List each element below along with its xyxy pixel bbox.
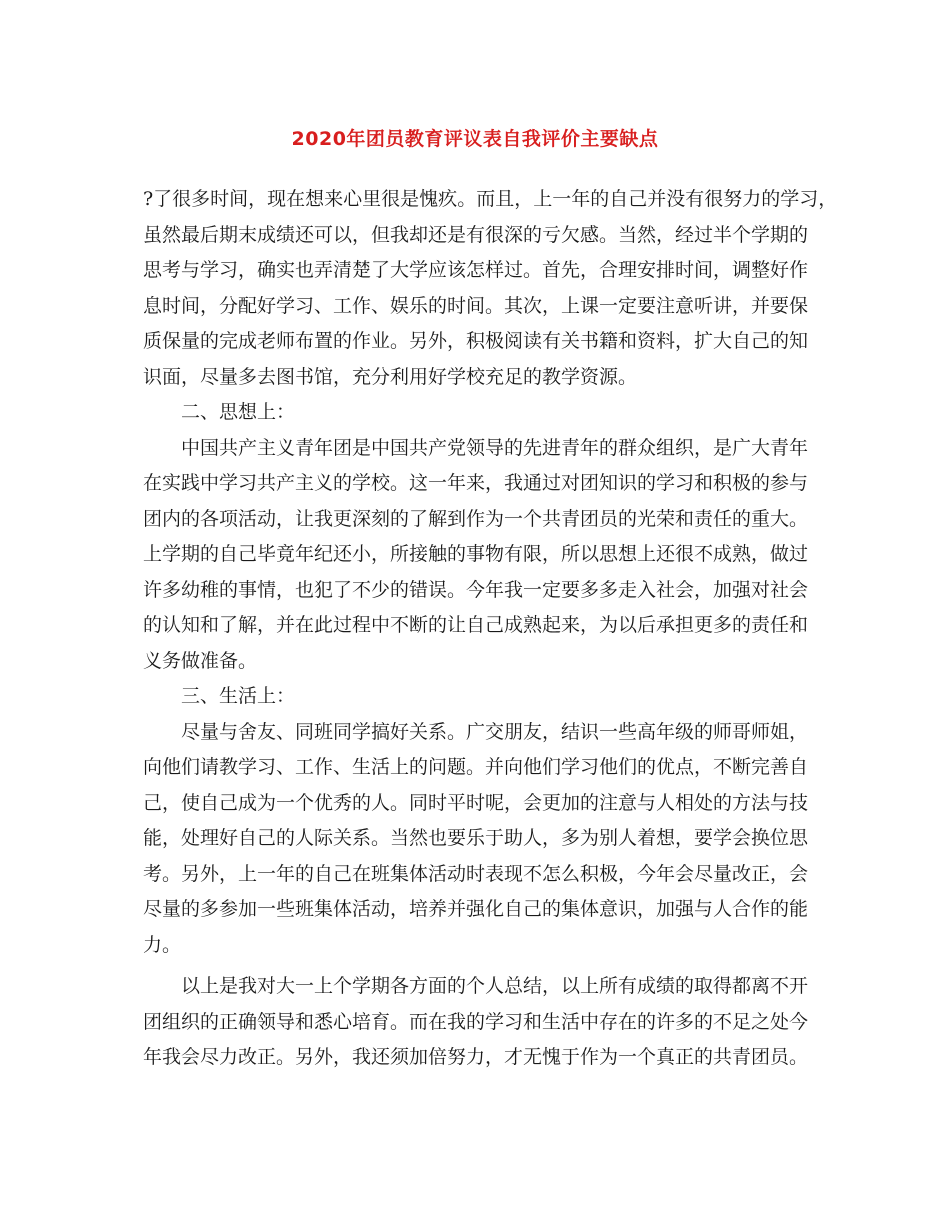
body-line: 向他们请教学习、工作、生活上的问题。并向他们学习他们的优点，不断完善自 — [143, 756, 809, 778]
body-line: 己，使自己成为一个优秀的人。同时平时呢，会更加的注意与人相处的方法与技 — [143, 791, 809, 814]
body-line: 思考与学习，确实也弄清楚了大学应该怎样过。首先，合理安排时间，调整好作 — [143, 259, 809, 281]
body-line: 在实践中学习共产主义的学校。这一年来，我通过对团知识的学习和积极的参与 — [143, 472, 809, 494]
body-line: 尽量的多参加一些班集体活动，培养并强化自己的集体意识，加强与人合作的能 — [143, 898, 809, 920]
document-title: 2020年团员教育评议表自我评价主要缺点 — [291, 128, 659, 150]
section-heading-life: 三、生活上： — [181, 685, 296, 707]
body-line: 年我会尽力改正。另外，我还须加倍努力，才无愧于作为一个真正的共青团员。 — [143, 1046, 809, 1068]
body-line: 虽然最后期末成绩还可以，但我却还是有很深的亏欠感。当然，经过半个学期的 — [143, 223, 809, 246]
body-line: 质保量的完成老师布置的作业。另外，积极阅读有关书籍和资料，扩大自己的知 — [143, 330, 809, 352]
body-line: 能，处理好自己的人际关系。当然也要乐于助人，多为别人着想，要学会换位思 — [143, 827, 809, 849]
body-line: 息时间，分配好学习、工作、娱乐的时间。其次，上课一定要注意听讲，并要保 — [143, 294, 809, 317]
body-line: 力。 — [143, 933, 182, 956]
body-line: ?了很多时间，现在想来心里很是愧疚。而且，上一年的自己并没有很努力的学习， — [143, 188, 838, 210]
body-line: 上学期的自己毕竟年纪还小，所接触的事物有限，所以思想上还很不成熟，做过 — [143, 543, 809, 565]
section-heading-thought: 二、思想上： — [181, 401, 296, 423]
body-line: 团内的各项活动，让我更深刻的了解到作为一个共青团员的光荣和责任的重大。 — [143, 507, 809, 530]
document-body — [143, 182, 838, 1076]
body-line: 的认知和了解，并在此过程中不断的让自己成熟起来，为以后承担更多的责任和 — [143, 614, 809, 636]
body-line: 以上是我对大一上个学期各方面的个人总结，以上所有成绩的取得都离不开 — [181, 975, 809, 997]
body-line: 团组织的正确领导和悉心培育。而在我的学习和生活中存在的许多的不足之处今 — [143, 1010, 809, 1033]
body-line: 识面，尽量多去图书馆，充分利用好学校充足的教学资源。 — [143, 365, 638, 388]
body-line: 义务做准备。 — [143, 649, 258, 672]
body-line: 中国共产主义青年团是中国共产党领导的先进青年的群众组织，是广大青年 — [181, 436, 809, 459]
body-line: 尽量与舍友、同班同学搞好关系。广交朋友，结识一些高年级的师哥师姐， — [181, 720, 809, 743]
body-line: 许多幼稚的事情，也犯了不少的错误。今年我一定要多多走入社会，加强对社会 — [143, 578, 809, 601]
body-line: 考。另外，上一年的自己在班集体活动时表现不怎么积极，今年会尽量改正，会 — [143, 862, 809, 885]
